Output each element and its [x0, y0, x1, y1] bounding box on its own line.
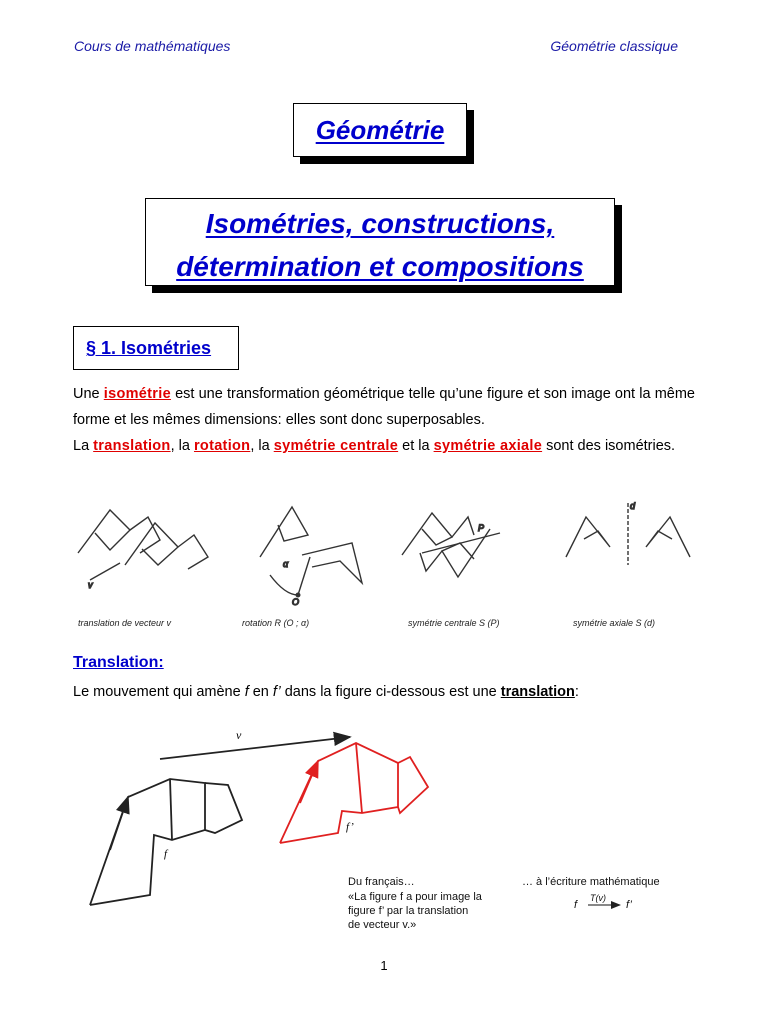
fr-title: Du français…: [348, 876, 415, 888]
header-course: Cours de mathématiques: [74, 38, 231, 54]
math-f: f: [574, 899, 578, 911]
label-v: v: [88, 580, 93, 590]
caption-axial-symmetry: symétrie axiale S (d): [573, 618, 656, 628]
subtitle-line-2: détermination et compositions: [176, 251, 584, 282]
translation-sentence: [73, 684, 579, 700]
text: :: [574, 684, 579, 700]
fr-line-1: «La figure f a pour image la: [348, 891, 482, 903]
figure-f: [90, 779, 242, 905]
f-prime-label: f’: [346, 821, 354, 833]
axial-symmetry-figure: [566, 501, 690, 565]
fr-line-3: de vecteur v.»: [348, 919, 417, 931]
label-alpha: α: [283, 559, 289, 569]
vector-label: v: [236, 728, 242, 742]
f-label: f: [164, 848, 168, 860]
intro-paragraph-2: [73, 433, 695, 459]
text: , la: [170, 438, 194, 454]
text: Une: [73, 386, 104, 402]
vector-arrow: [160, 737, 350, 759]
label-d: d: [630, 501, 636, 511]
isometry-figures: [70, 495, 700, 640]
f-symbol: f: [244, 684, 249, 700]
keyword-symetrie-centrale: symétrie centrale: [273, 438, 399, 454]
subtitle-line-1: Isométries, constructions,: [205, 208, 555, 239]
intro-paragraph-1: [73, 381, 695, 433]
translation-heading: Translation:: [73, 654, 164, 671]
label-p: P: [478, 523, 485, 533]
keyword-translation: translation: [93, 438, 171, 454]
math-title: … à l’écriture mathématique: [522, 876, 660, 888]
section-box: [73, 326, 239, 370]
page-number: 1: [380, 958, 388, 973]
caption-rotation: rotation R (O ; α): [242, 618, 310, 628]
text: Le mouvement qui amène: [73, 684, 245, 700]
header-topic: Géométrie classique: [550, 38, 678, 54]
translation-figure: [78, 510, 208, 590]
central-symmetry-figure: [402, 513, 500, 577]
translation-diagram: [60, 715, 700, 950]
text: et la: [398, 438, 434, 454]
text: La: [73, 438, 94, 454]
f-prime-symbol: f’: [272, 684, 281, 700]
caption-central-symmetry: symétrie centrale S (P): [408, 618, 500, 628]
text: , la: [250, 438, 274, 454]
label-o: O: [292, 597, 300, 607]
keyword-rotation: rotation: [193, 438, 251, 454]
figure-f-prime: [280, 743, 428, 843]
rotation-figure: [260, 507, 362, 607]
keyword-isometrie: isométrie: [103, 386, 171, 402]
text: sont des isométries.: [542, 438, 676, 454]
math-f-prime: f’: [626, 899, 632, 911]
page-title: Géométrie: [315, 115, 445, 145]
keyword-symetrie-axiale: symétrie axiale: [433, 438, 543, 454]
keyword-translation-2: translation: [500, 684, 575, 700]
title-box: [293, 103, 467, 157]
math-operator: T(v): [590, 893, 606, 903]
subtitle-box: [145, 198, 615, 286]
text: est une transformation géométrique telle qu’une figure et son image ont la même forme et les mêmes dimensions: elles sont donc superposables.: [73, 386, 695, 428]
text: en: [248, 684, 273, 700]
section-heading: § 1. Isométries: [86, 338, 212, 358]
text: dans la figure ci-dessous est une: [280, 684, 501, 700]
caption-translation: translation de vecteur v: [78, 618, 172, 628]
fr-line-2: figure f’ par la translation: [348, 905, 469, 917]
